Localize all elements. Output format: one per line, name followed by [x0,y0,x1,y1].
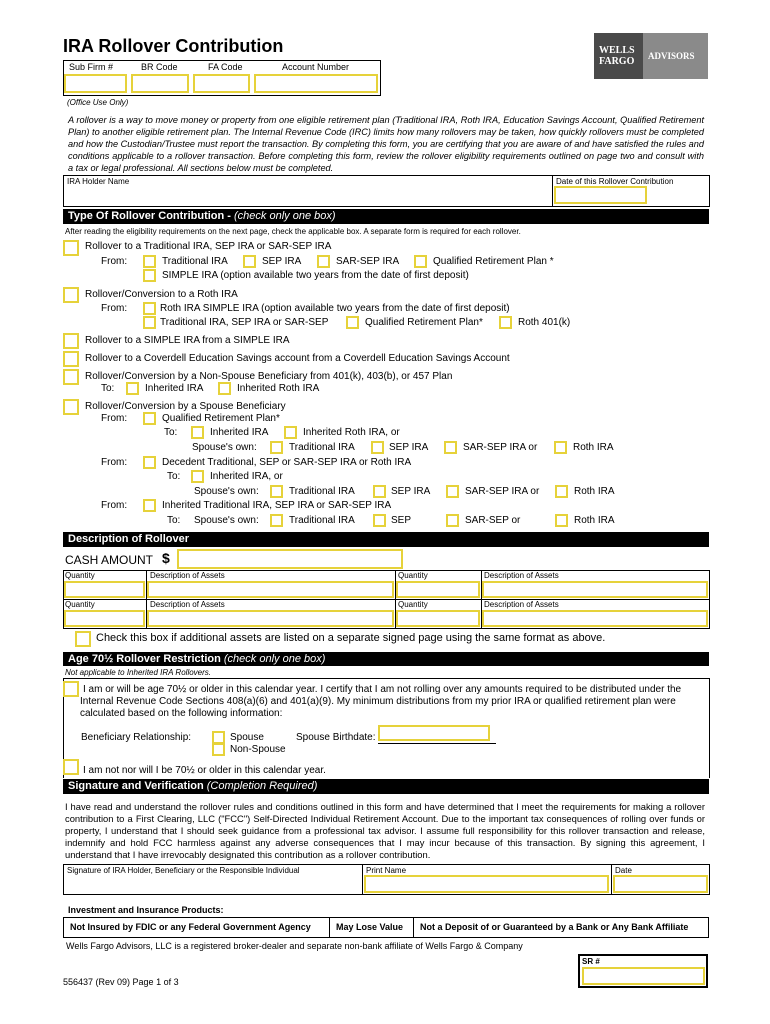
additional-assets-label: Check this box if additional assets are listed on a separate signed page using the same format as above. [96,632,606,644]
spouse-birthdate-field[interactable] [378,725,490,741]
age-section-header: Age 70½ Rollover Restriction (check only one box) [63,652,709,666]
b-roth-label: Roth IRA [574,486,615,497]
not-deposit-label: Not a Deposit of or Guaranteed by a Bank or Any Bank Affiliate [420,922,689,932]
office-use-note: (Office Use Only) [67,98,129,107]
date-label: Date [615,866,632,875]
b-sarsep-checkbox[interactable] [446,485,459,498]
spouse-birthdate-label: Spouse Birthdate: [296,732,376,743]
o5-inherited-roth-checkbox[interactable] [218,382,231,395]
from-label: From: [101,500,128,511]
o6b-inherited-ira-label: Inherited IRA, or [210,471,283,482]
a-traditional-label: Traditional IRA [289,442,355,453]
ira-holder-name-label: IRA Holder Name [67,177,130,186]
quantity-label: Quantity [65,571,95,580]
a-sarsep-label: SAR-SEP IRA or [463,442,538,453]
b-sep-checkbox[interactable] [373,485,386,498]
a-sarsep-checkbox[interactable] [444,441,457,454]
o6-inherited-trad-checkbox[interactable] [143,499,156,512]
spouse-label: Spouse [230,732,264,743]
o1-simple-checkbox[interactable] [143,269,156,282]
from-label: From: [101,413,128,424]
o2-qrp-checkbox[interactable] [346,316,359,329]
logo-wells: WELLS [599,45,635,56]
beneficiary-relationship-label: Beneficiary Relationship: [81,732,192,743]
spouse-beneficiary-label: Rollover/Conversion by a Spouse Beneficiary [85,401,286,412]
b-roth-checkbox[interactable] [555,485,568,498]
c-sarsep-label: SAR-SEP or [465,515,521,526]
a-sep-label: SEP IRA [389,442,429,453]
non-spouse-beneficiary-checkbox[interactable] [63,369,79,385]
c-traditional-label: Traditional IRA [289,515,355,526]
non-spouse-beneficiary-label: Rollover/Conversion by a Non-Spouse Beneficiary from 401(k), 403(b), or 457 Plan [85,371,453,382]
assets-label: Description of Assets [484,571,559,580]
spouses-own-label: Spouse's own: [194,515,259,526]
may-lose-value-label: May Lose Value [336,922,404,932]
b-sarsep-label: SAR-SEP IRA or [465,486,540,497]
o2-roth401k-label: Roth 401(k) [518,317,571,328]
quantity-label: Quantity [398,600,428,609]
type-section-header: Type Of Rollover Contribution - (check only one box) [63,209,709,224]
o1-sarsep-checkbox[interactable] [317,255,330,268]
to-label: To: [101,383,115,394]
quantity-4-field[interactable] [396,610,480,627]
o2-traditional-checkbox[interactable] [143,316,156,329]
signature-field[interactable] [65,877,360,893]
wells-fargo-logo [594,33,708,79]
logo-advisors: ADVISORS [648,51,695,61]
quantity-3-field[interactable] [64,610,145,627]
o2-rothsimple-label: Roth IRA SIMPLE IRA (option available two years from the date of first deposit) [160,303,510,314]
from-label: From: [101,457,128,468]
signature-section-header: Signature and Verification (Completion Required) [63,779,709,794]
b-sep-label: SEP IRA [391,486,431,497]
simple-to-simple-label: Rollover to a SIMPLE IRA from a SIMPLE IRA [85,335,290,346]
sub-firm-field[interactable] [64,74,127,93]
o6-inherited-roth-checkbox[interactable] [284,426,297,439]
page-title: IRA Rollover Contribution [63,36,284,56]
signature-label: Signature of IRA Holder, Beneficiary or the Responsible Individual [67,866,300,875]
o1-qrp-label: Qualified Retirement Plan * [433,256,554,267]
coverdell-checkbox[interactable] [63,351,79,367]
o6-qrp-checkbox[interactable] [143,412,156,425]
o5-inherited-roth-label: Inherited Roth IRA [237,383,320,394]
o1-qrp-checkbox[interactable] [414,255,427,268]
assets-label: Description of Assets [484,600,559,609]
age-under-label: I am not nor will I be 70½ or older in this calendar year. [83,765,326,776]
a-roth-checkbox[interactable] [554,441,567,454]
sub-firm-label: Sub Firm # [69,62,114,72]
dollar-sign: $ [162,550,170,566]
o6-inherited-ira-label: Inherited IRA [210,427,269,438]
coverdell-label: Rollover to a Coverdell Education Savings account from a Coverdell Education Savings Account [85,353,510,364]
o1-simple-label: SIMPLE IRA (option available two years from the date of first deposit) [162,270,469,281]
br-code-label: BR Code [141,62,178,72]
quantity-2-field[interactable] [396,581,480,598]
logo-fargo: FARGO [599,56,635,67]
assets-2-field[interactable] [482,581,708,598]
o1-sarsep-label: SAR-SEP IRA [336,256,400,267]
assets-label: Description of Assets [150,571,225,580]
type-instruction: After reading the eligibility requirements on the next page, check the applicable box. A separate form is required for each rollover. [65,227,521,236]
to-label: To: [167,515,181,526]
spouses-own-label: Spouse's own: [194,486,259,497]
broker-dealer-note: Wells Fargo Advisors, LLC is a registered broker-dealer and separate non-bank affiliate of Wells Fargo & Company [66,941,523,951]
age-note: Not applicable to Inherited IRA Rollovers. [65,668,211,677]
from-label: From: [101,256,128,267]
to-label: To: [164,427,178,438]
o6-inherited-roth-label: Inherited Roth IRA, or [303,427,400,438]
investment-products-label: Investment and Insurance Products: [68,905,224,915]
sr-label: SR # [582,957,600,966]
o1-sep-checkbox[interactable] [243,255,256,268]
o2-roth401k-checkbox[interactable] [499,316,512,329]
c-sep-label: SEP [391,515,412,526]
o2-rothsimple-checkbox[interactable] [143,302,156,315]
spouses-own-label: Spouse's own: [192,442,257,453]
assets-4-field[interactable] [482,610,708,627]
account-number-label: Account Number [282,62,350,72]
c-traditional-checkbox[interactable] [270,514,283,527]
sr-field[interactable] [582,967,705,985]
from-label: From: [101,303,128,314]
o2-qrp-label: Qualified Retirement Plan* [365,317,483,328]
to-label: To: [167,471,181,482]
quantity-1-field[interactable] [64,581,145,598]
o1-traditional-checkbox[interactable] [143,255,156,268]
intro-paragraph: A rollover is a way to move money or property from one eligible retirement plan (Traditional IRA, Roth IRA, Education Savings Account, Qualified Retirement Plan) to another eligible retirement plan. The Internal Revenue Code (IRC) limits how many rollovers may be taken, how quickly rollovers must be completed and how the Custodian/Trustee must report the transaction. By completing this form, you are certifying that you are aware of and have satisfied the rules and conditions applicable to a rollover transaction. Before completing this form, review the rollover eligibility requirements outlined on page two and consult with a tax or legal professional. All sections below must be completed. [68,115,704,173]
rollover-traditional-label: Rollover to a Traditional IRA, SEP IRA or SAR-SEP IRA [85,241,332,252]
cash-amount-label: CASH AMOUNT [65,553,154,567]
cash-amount-field[interactable] [177,549,403,569]
age-under-checkbox[interactable] [63,759,79,775]
a-roth-label: Roth IRA [573,442,614,453]
a-traditional-checkbox[interactable] [270,441,283,454]
age-over-line3: calculated based on the following information: [80,708,283,719]
quantity-label: Quantity [65,600,95,609]
c-roth-label: Roth IRA [574,515,615,526]
assets-3-field[interactable] [147,610,394,627]
br-code-field[interactable] [131,74,189,93]
additional-assets-checkbox[interactable] [75,631,91,647]
o1-sep-label: SEP IRA [262,256,302,267]
simple-to-simple-checkbox[interactable] [63,333,79,349]
o6-inherited-trad-label: Inherited Traditional IRA, SEP IRA or SAR-SEP IRA [162,500,392,511]
ira-holder-name-field[interactable] [65,187,549,204]
non-spouse-checkbox[interactable] [212,743,225,756]
c-roth-checkbox[interactable] [555,514,568,527]
a-sep-checkbox[interactable] [371,441,384,454]
age-over-line1: I am or will be age 70½ or older in this calendar year. I certify that I am not rolling over any amounts required to be distributed under the [83,684,682,695]
description-section-header: Description of Rollover [63,532,709,547]
form-number: 556437 (Rev 09) Page 1 of 3 [63,977,179,987]
o2-traditional-label: Traditional IRA, SEP IRA or SAR-SEP [160,317,329,328]
assets-label: Description of Assets [150,600,225,609]
print-name-field[interactable] [364,875,609,893]
print-name-label: Print Name [366,866,407,875]
age-over-line2: Internal Revenue Code Sections 408(a)(6) and 401(a)(9). My minimum distributions from my prior IRA or qualified retirement plan were [80,696,676,707]
date-field[interactable] [613,875,708,893]
o5-inherited-ira-checkbox[interactable] [126,382,139,395]
rollover-date-label: Date of this Rollover Contribution [556,177,674,186]
o5-inherited-ira-label: Inherited IRA [145,383,204,394]
fa-code-field[interactable] [193,74,250,93]
rollover-date-field[interactable] [554,186,647,204]
account-number-field[interactable] [254,74,378,93]
b-traditional-checkbox[interactable] [270,485,283,498]
o6-decedent-label: Decedent Traditional, SEP or SAR-SEP IRA or Roth IRA [162,457,412,468]
c-sep-checkbox[interactable] [373,514,386,527]
o1-traditional-label: Traditional IRA [162,256,228,267]
rollover-traditional-checkbox[interactable] [63,240,79,256]
spouse-beneficiary-checkbox[interactable] [63,399,79,415]
signature-paragraph: I have read and understand the rollover rules and conditions outlined in this form and have determined that I meet the requirements for making a rollover contribution to a First Clearing, LLC ("FCC") Self-Directed Individual Retirement Account. Due to the important tax consequences of rolling over funds or property, I understand that I should seek guidance from a professional tax advisor. I assume full responsibility for this rollover transaction and release, indemnify and hold FCC harmless against any adverse consequences that I may incur because of this transaction. By signing this agreement, I understand that I have irrevocably designated this contribution as a rollover contribution. [65,801,705,860]
o6-decedent-checkbox[interactable] [143,456,156,469]
rollover-roth-checkbox[interactable] [63,287,79,303]
not-fdic-label: Not Insured by FDIC or any Federal Government Agency [70,922,311,932]
age-over-checkbox[interactable] [63,681,79,697]
c-sarsep-checkbox[interactable] [446,514,459,527]
non-spouse-label: Non-Spouse [230,744,286,755]
b-traditional-label: Traditional IRA [289,486,355,497]
o6b-inherited-ira-checkbox[interactable] [191,470,204,483]
fa-code-label: FA Code [208,62,243,72]
quantity-label: Quantity [398,571,428,580]
o6-qrp-label: Qualified Retirement Plan* [162,413,280,424]
assets-1-field[interactable] [147,581,394,598]
rollover-roth-label: Rollover/Conversion to a Roth IRA [85,289,238,300]
o6-inherited-ira-checkbox[interactable] [191,426,204,439]
